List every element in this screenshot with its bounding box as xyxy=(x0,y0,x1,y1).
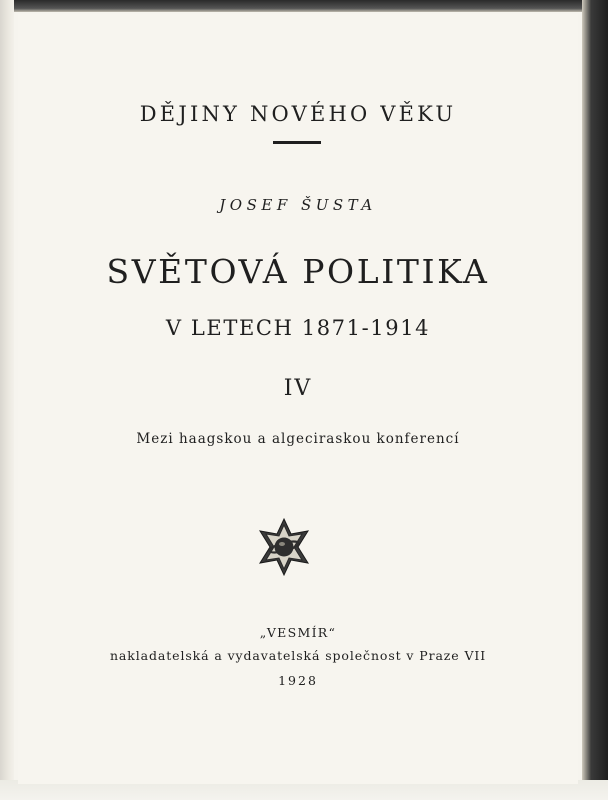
publisher-name: „VESMÍR“ xyxy=(259,625,337,640)
publisher-description: nakladatelská a vydavatelská společnost v Praze VII xyxy=(109,648,487,663)
volume-subtitle: Mezi haagskou a algeciraskou konferencí xyxy=(136,431,460,447)
book-edge-left xyxy=(0,0,14,800)
book-edge-right xyxy=(582,0,608,800)
volume-number: IV xyxy=(283,376,313,401)
book-title: SVĚTOVÁ POLITIKA xyxy=(106,252,490,291)
title-page xyxy=(18,14,578,784)
author-name: JOSEF ŠUSTA xyxy=(219,196,377,214)
star-globe-emblem-icon xyxy=(254,517,314,577)
title-rule xyxy=(273,141,321,144)
series-title: DĚJINY NOVÉHO VĚKU xyxy=(139,102,457,126)
publication-year: 1928 xyxy=(278,673,318,688)
book-subtitle: V LETECH 1871-1914 xyxy=(165,316,431,340)
book-edge-top xyxy=(0,0,608,12)
